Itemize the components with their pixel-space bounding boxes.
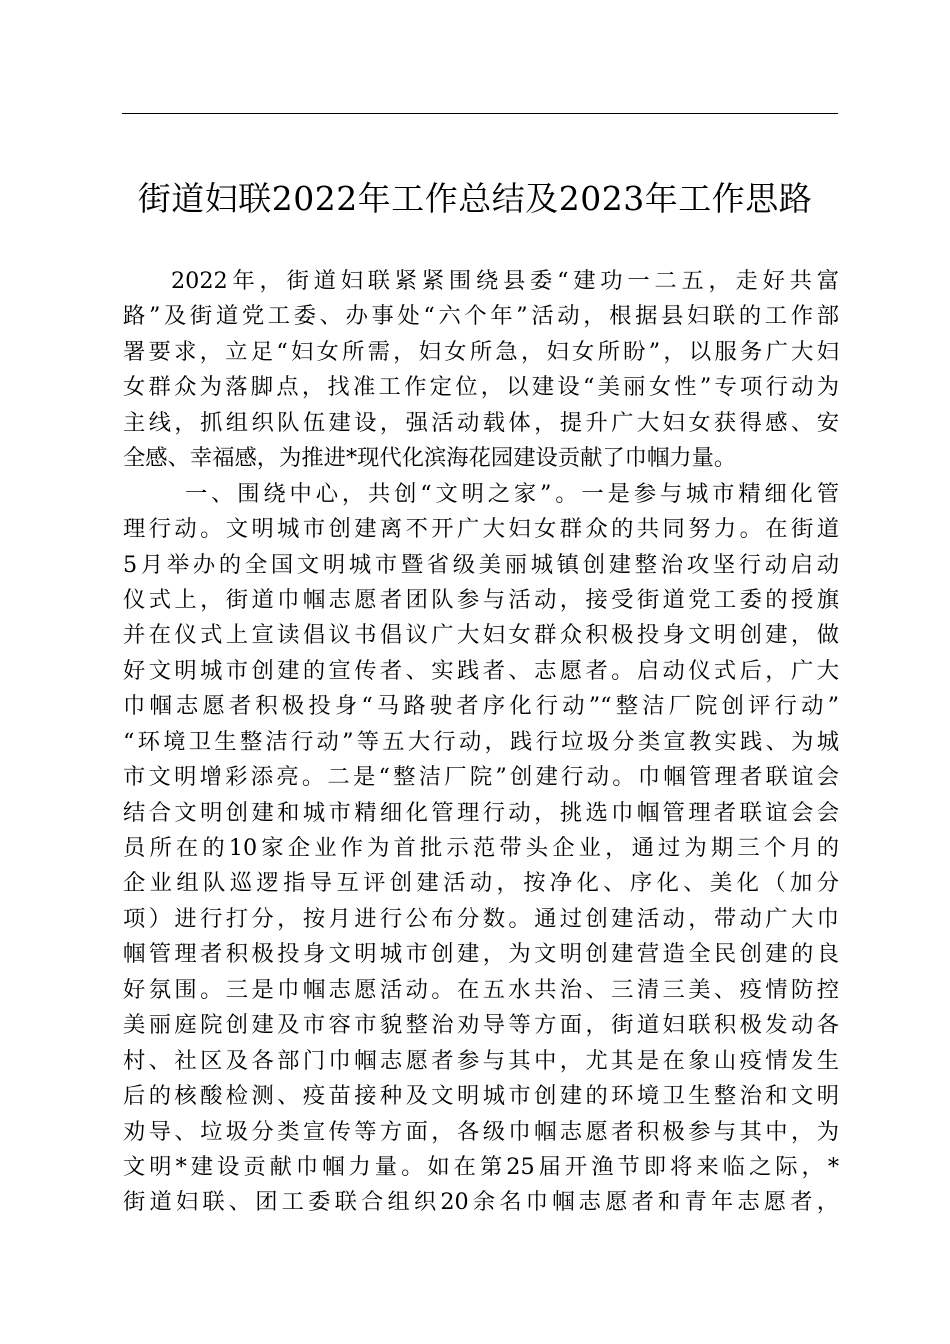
paragraph-line: 文明*建设贡献巾帼力量。如在第25届开渔节即将来临之际，*	[123, 1153, 839, 1180]
document-title: 街道妇联2022年工作总结及2023年工作思路	[137, 179, 813, 218]
paragraph-line: 好氛围。三是巾帼志愿活动。在五水共治、三清三美、疫情防控	[123, 976, 839, 1003]
paragraph-line: 项）进行打分，按月进行公布分数。通过创建活动，带动广大巾	[123, 905, 839, 932]
paragraph-line: 一、围绕中心，共创“文明之家”。一是参与城市精细化管	[185, 480, 839, 507]
paragraph-line: 路”及街道党工委、办事处“六个年”活动，根据县妇联的工作部	[123, 303, 839, 330]
paragraph-line: 村、社区及各部门巾帼志愿者参与其中，尤其是在象山疫情发生	[123, 1047, 839, 1074]
paragraph-line: 企业组队巡逻指导互评创建活动，按净化、序化、美化（加分	[123, 870, 839, 897]
paragraph-line: 好文明城市创建的宣传者、实践者、志愿者。启动仪式后，广大	[123, 657, 839, 684]
paragraph-line: 女群众为落脚点，找准工作定位，以建设“美丽女性”专项行动为	[123, 374, 839, 401]
paragraph-line: 5月举办的全国文明城市暨省级美丽城镇创建整治攻坚行动启动	[123, 551, 839, 578]
paragraph-line: 理行动。文明城市创建离不开广大妇女群众的共同努力。在街道	[123, 516, 839, 543]
paragraph-line: “环境卫生整洁行动”等五大行动，践行垃圾分类宣教实践、为城	[123, 728, 839, 755]
header-rule	[122, 113, 838, 114]
paragraph-line: 巾帼志愿者积极投身“马路驶者序化行动”“整洁厂院创评行动”	[123, 693, 839, 720]
paragraph-line: 主线，抓组织队伍建设，强活动载体，提升广大妇女获得感、安	[123, 409, 839, 436]
paragraph-line: 劝导、垃圾分类宣传等方面，各级巾帼志愿者积极参与其中，为	[123, 1118, 839, 1145]
document-body	[123, 264, 839, 1221]
paragraph-line: 街道妇联、团工委联合组织20余名巾帼志愿者和青年志愿者，	[123, 1189, 839, 1216]
paragraph-line: 帼管理者积极投身文明城市创建，为文明创建营造全民创建的良	[123, 941, 839, 968]
paragraph-line: 结合文明创建和城市精细化管理行动，挑选巾帼管理者联谊会会	[123, 799, 839, 826]
paragraph-line: 市文明增彩添亮。二是“整洁厂院”创建行动。巾帼管理者联谊会	[123, 764, 839, 791]
paragraph-line: 署要求，立足“妇女所需，妇女所急，妇女所盼”，以服务广大妇	[123, 338, 839, 365]
paragraph-line: 美丽庭院创建及市容市貌整治劝导等方面，街道妇联积极发动各	[123, 1012, 839, 1039]
paragraph-line: 全感、幸福感，为推进*现代化滨海花园建设贡献了巾帼力量。	[123, 445, 737, 472]
paragraph-line: 员所在的10家企业作为首批示范带头企业，通过为期三个月的	[123, 835, 839, 861]
paragraph-line: 并在仪式上宣读倡议书倡议广大妇女群众积极投身文明创建，做	[123, 622, 839, 649]
paragraph-line: 仪式上，街道巾帼志愿者团队参与活动，接受街道党工委的授旗	[123, 586, 839, 613]
paragraph-line: 2022年，街道妇联紧紧围绕县委“建功一二五，走好共富	[171, 268, 839, 294]
paragraph-line: 后的核酸检测、疫苗接种及文明城市创建的环境卫生整治和文明	[123, 1083, 839, 1110]
